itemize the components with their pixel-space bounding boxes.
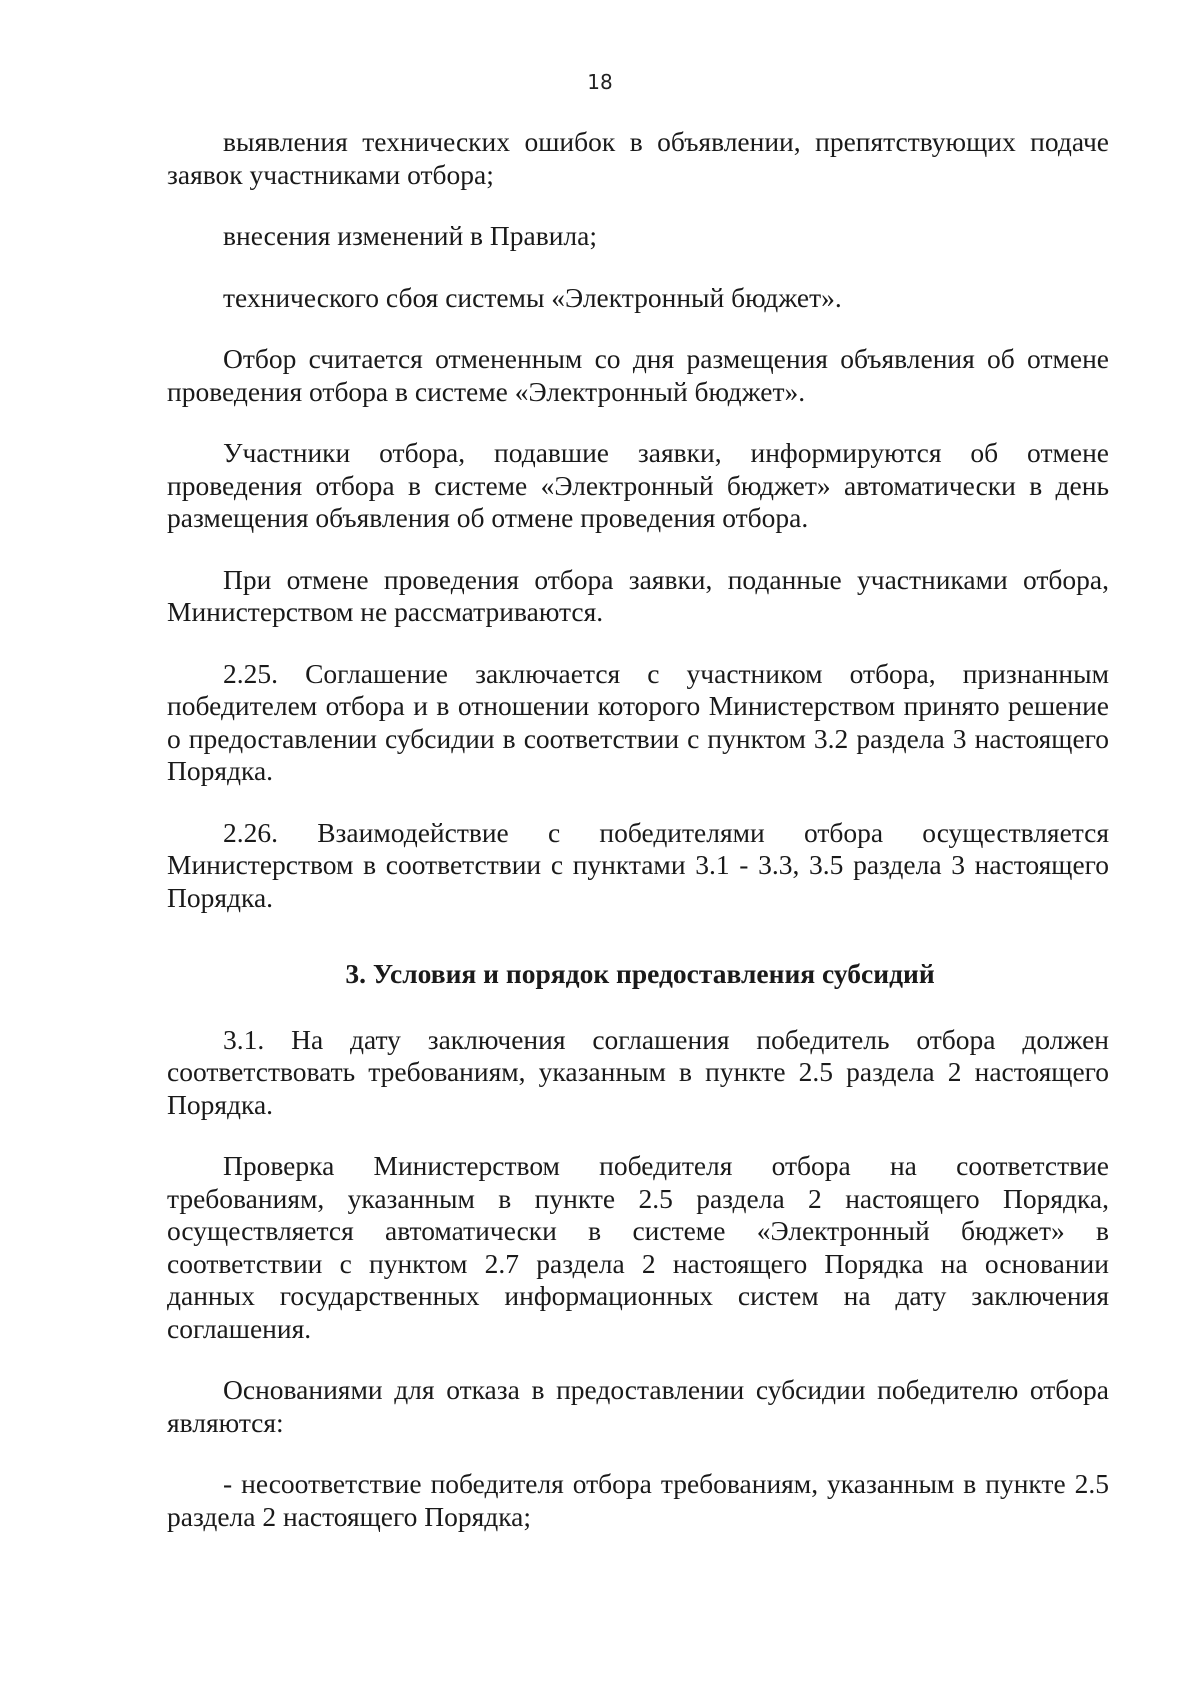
paragraph-technical-errors: выявления технических ошибок в объявлении, препятствующих подаче заявок участниками отбора; (167, 126, 1109, 190)
paragraph-system-failure: технического сбоя системы «Электронный бюджет». (223, 281, 842, 313)
paragraph-3-1: 3.1. На дату заключения соглашения победитель отбора должен соответствовать требованиям, указанным в пункте 2.5 раздела 2 настоящего Порядка. (167, 1023, 1109, 1120)
paragraph-verification: Проверка Министерством победителя отбора на соответствие требованиям, указанным в пункте 2.5 раздела 2 настоящего Порядка, осуществляется автоматически в системе «Электронный бюджет» в соответствии с пунктом 2.7 раздела 2 настоящего Порядка на основании данных государственных информационных систем на дату заключения соглашения. (167, 1150, 1109, 1344)
list-item-noncompliance: - несоответствие победителя отбора требованиям, указанным в пункте 2.5 раздела 2 настоящего Порядка; (167, 1468, 1109, 1532)
paragraph-selection-cancelled: Отбор считается отмененным со дня размещения объявления об отмене проведения отбора в системе «Электронный бюджет». (167, 343, 1109, 407)
page-number: 18 (587, 70, 613, 94)
paragraph-refusal-grounds: Основаниями для отказа в предоставлении субсидии победителю отбора являются: (167, 1374, 1109, 1438)
paragraph-participants-informed: Участники отбора, подавшие заявки, информируются об отмене проведения отбора в системе «Электронный бюджет» автоматически в день размещения объявления об отмене проведения отбора. (167, 437, 1109, 533)
paragraph-rules-changes: внесения изменений в Правила; (223, 220, 597, 251)
section-heading: 3. Условия и порядок предоставления субсидий (345, 958, 935, 989)
paragraph-2-25: 2.25. Соглашение заключается с участником отбора, признанным победителем отбора и в отношении которого Министерством принято решение о предоставлении субсидии в соответствии с пунктом 3.2 раздела 3 настоящего Порядка. (167, 657, 1109, 786)
paragraph-2-26: 2.26. Взаимодействие с победителями отбора осуществляется Министерством в соответствии с пунктами 3.1 - 3.3, 3.5 раздела 3 настоящего Порядка. (167, 816, 1109, 913)
paragraph-applications-not-considered: При отмене проведения отбора заявки, поданные участниками отбора, Министерством не рассматриваются. (167, 563, 1109, 627)
document-body (167, 126, 1109, 1562)
